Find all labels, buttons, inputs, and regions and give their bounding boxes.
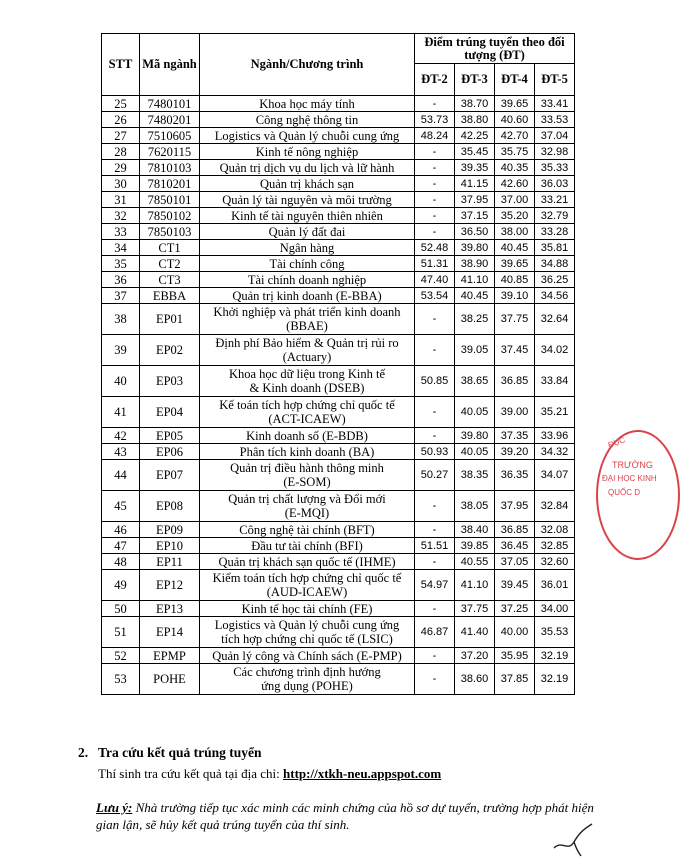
score-dt3: 38.80 <box>455 112 495 128</box>
row-stt: 44 <box>102 460 140 491</box>
score-dt5: 35.53 <box>535 617 575 648</box>
score-dt2: - <box>415 224 455 240</box>
program-name: Kế toán tích hợp chứng chỉ quốc tế <box>219 398 395 412</box>
score-dt4: 39.45 <box>495 570 535 601</box>
header-score-group: Điểm trúng tuyển theo đối tượng (ĐT) <box>415 34 575 64</box>
score-dt4: 37.05 <box>495 554 535 570</box>
score-dt4: 39.00 <box>495 397 535 428</box>
score-dt3: 39.05 <box>455 335 495 366</box>
program-name: Quản lý đất đai <box>268 224 346 239</box>
row-stt: 46 <box>102 522 140 538</box>
score-dt2: 48.24 <box>415 128 455 144</box>
row-code: EP05 <box>140 428 200 444</box>
score-dt5: 33.53 <box>535 112 575 128</box>
score-dt4: 40.85 <box>495 272 535 288</box>
score-dt3: 41.10 <box>455 272 495 288</box>
row-stt: 28 <box>102 144 140 160</box>
row-code: EP13 <box>140 601 200 617</box>
row-code: 7480201 <box>140 112 200 128</box>
table-row <box>102 224 575 240</box>
score-dt2: 52.48 <box>415 240 455 256</box>
row-code: 7850102 <box>140 208 200 224</box>
program-name: Quản trị khách sạn <box>259 176 355 191</box>
table-row <box>102 176 575 192</box>
row-program <box>200 288 415 304</box>
score-dt3: 38.60 <box>455 664 495 695</box>
score-dt4: 40.35 <box>495 160 535 176</box>
header-dt3: ĐT-3 <box>455 64 495 96</box>
score-dt2: - <box>415 397 455 428</box>
score-dt3: 37.20 <box>455 648 495 664</box>
row-code: EBBA <box>140 288 200 304</box>
score-dt4: 38.00 <box>495 224 535 240</box>
row-code: EP02 <box>140 335 200 366</box>
row-code: 7850103 <box>140 224 200 240</box>
score-dt4: 37.75 <box>495 304 535 335</box>
row-code: EPMP <box>140 648 200 664</box>
score-dt5: 34.07 <box>535 460 575 491</box>
program-name: Logistics và Quản lý chuỗi cung ứng <box>214 128 400 143</box>
program-name: Kinh tế tài nguyên thiên nhiên <box>231 208 383 223</box>
table-row <box>102 192 575 208</box>
row-code: EP08 <box>140 491 200 522</box>
table-row <box>102 554 575 570</box>
table-row <box>102 366 575 397</box>
score-dt3: 39.35 <box>455 160 495 176</box>
score-dt3: 38.35 <box>455 460 495 491</box>
row-stt: 37 <box>102 288 140 304</box>
score-dt2: 54.97 <box>415 570 455 601</box>
section-number: 2. <box>78 745 89 760</box>
row-code: CT2 <box>140 256 200 272</box>
score-dt5: 32.84 <box>535 491 575 522</box>
program-name: Ngân hàng <box>279 240 335 255</box>
score-dt4: 36.85 <box>495 366 535 397</box>
program-name-line2: (Actuary) <box>282 350 332 364</box>
table-row <box>102 288 575 304</box>
row-program <box>200 648 415 664</box>
program-name: Quản trị khách sạn quốc tế (IHME) <box>218 554 396 569</box>
score-dt5: 36.03 <box>535 176 575 192</box>
row-stt: 27 <box>102 128 140 144</box>
table-row <box>102 335 575 366</box>
score-dt3: 35.45 <box>455 144 495 160</box>
score-dt2: 53.73 <box>415 112 455 128</box>
score-dt2: - <box>415 192 455 208</box>
row-code: 7510605 <box>140 128 200 144</box>
score-dt4: 39.20 <box>495 444 535 460</box>
note-label: Lưu ý: <box>96 800 133 815</box>
score-dt2: - <box>415 304 455 335</box>
program-name: Quản trị chất lượng và Đổi mới <box>228 492 386 506</box>
row-code: 7810103 <box>140 160 200 176</box>
score-dt2: - <box>415 208 455 224</box>
score-dt4: 36.85 <box>495 522 535 538</box>
score-dt3: 37.75 <box>455 601 495 617</box>
row-program <box>200 601 415 617</box>
score-dt4: 37.95 <box>495 491 535 522</box>
row-code: EP14 <box>140 617 200 648</box>
score-dt3: 37.15 <box>455 208 495 224</box>
table-row <box>102 160 575 176</box>
program-name-line2: (ACT-ICAEW) <box>268 412 346 426</box>
score-dt5: 35.33 <box>535 160 575 176</box>
program-name: Quản lý công và Chính sách (E-PMP) <box>212 648 402 663</box>
row-stt: 34 <box>102 240 140 256</box>
score-dt5: 33.21 <box>535 192 575 208</box>
row-stt: 40 <box>102 366 140 397</box>
row-program <box>200 208 415 224</box>
table-row <box>102 428 575 444</box>
score-dt3: 38.40 <box>455 522 495 538</box>
row-stt: 42 <box>102 428 140 444</box>
score-dt4: 37.25 <box>495 601 535 617</box>
table-row <box>102 304 575 335</box>
score-dt2: - <box>415 335 455 366</box>
table-row <box>102 144 575 160</box>
table-row <box>102 272 575 288</box>
score-dt2: - <box>415 160 455 176</box>
table-row <box>102 96 575 112</box>
score-dt2: - <box>415 648 455 664</box>
score-dt5: 32.79 <box>535 208 575 224</box>
note-text: Nhà trường tiếp tục xác minh các minh chứng của hồ sơ dự tuyển, trường hợp phát hiện gian lận, sẽ hủy kết quả trúng tuyển của thí sinh. <box>96 800 594 832</box>
program-name-line2: (E-MQI) <box>284 506 330 520</box>
program-name: Kinh tế học tài chính (FE) <box>241 601 373 616</box>
score-dt5: 32.19 <box>535 648 575 664</box>
section-heading <box>78 745 262 761</box>
program-name: Logistics và Quản lý chuỗi cung ứng <box>214 618 400 632</box>
score-dt3: 38.65 <box>455 366 495 397</box>
lookup-line <box>98 766 441 782</box>
row-code: EP09 <box>140 522 200 538</box>
program-name: Kinh tế nông nghiệp <box>255 144 359 159</box>
header-stt: STT <box>102 34 140 96</box>
row-code: EP11 <box>140 554 200 570</box>
score-dt3: 38.90 <box>455 256 495 272</box>
program-name-line2: (BBAE) <box>286 319 328 333</box>
score-dt5: 32.60 <box>535 554 575 570</box>
score-dt5: 34.32 <box>535 444 575 460</box>
score-dt5: 34.88 <box>535 256 575 272</box>
table-row <box>102 112 575 128</box>
program-name-line2: tích hợp chứng chỉ quốc tế (LSIC) <box>221 632 393 646</box>
score-dt2: 53.54 <box>415 288 455 304</box>
row-stt: 45 <box>102 491 140 522</box>
program-name-line2: (E-SOM) <box>283 475 331 489</box>
score-dt3: 37.95 <box>455 192 495 208</box>
score-dt4: 37.35 <box>495 428 535 444</box>
row-stt: 52 <box>102 648 140 664</box>
score-dt3: 40.45 <box>455 288 495 304</box>
score-dt4: 35.75 <box>495 144 535 160</box>
table-row <box>102 601 575 617</box>
score-dt4: 35.95 <box>495 648 535 664</box>
program-name: Các chương trình định hướng <box>233 665 381 679</box>
header-dt5: ĐT-5 <box>535 64 575 96</box>
row-stt: 30 <box>102 176 140 192</box>
score-dt4: 39.65 <box>495 256 535 272</box>
program-name: Khoa học máy tính <box>259 96 355 111</box>
score-dt2: - <box>415 428 455 444</box>
score-dt2: 50.93 <box>415 444 455 460</box>
row-program <box>200 444 415 460</box>
score-dt2: - <box>415 554 455 570</box>
row-program <box>200 160 415 176</box>
row-stt: 49 <box>102 570 140 601</box>
table-row <box>102 444 575 460</box>
score-dt2: 46.87 <box>415 617 455 648</box>
row-program <box>200 366 415 397</box>
score-dt4: 39.65 <box>495 96 535 112</box>
row-stt: 32 <box>102 208 140 224</box>
program-name: Đầu tư tài chính (BFI) <box>251 538 363 553</box>
score-dt2: 50.27 <box>415 460 455 491</box>
admission-scores-table <box>101 33 575 695</box>
score-dt5: 32.64 <box>535 304 575 335</box>
row-code: EP01 <box>140 304 200 335</box>
score-dt4: 40.45 <box>495 240 535 256</box>
program-name: Kiểm toán tích hợp chứng chỉ quốc tế <box>212 571 402 585</box>
row-stt: 36 <box>102 272 140 288</box>
score-dt2: - <box>415 144 455 160</box>
header-dt4: ĐT-4 <box>495 64 535 96</box>
score-dt3: 38.70 <box>455 96 495 112</box>
stamp-text: ĐẠI HỌC KINH <box>602 474 657 483</box>
score-dt5: 33.96 <box>535 428 575 444</box>
row-program <box>200 570 415 601</box>
row-program <box>200 304 415 335</box>
score-dt3: 41.10 <box>455 570 495 601</box>
table-row <box>102 522 575 538</box>
score-dt4: 36.35 <box>495 460 535 491</box>
row-program <box>200 176 415 192</box>
row-program <box>200 664 415 695</box>
official-stamp <box>596 430 680 560</box>
program-name: Khoa học dữ liệu trong Kinh tế <box>228 367 386 381</box>
table-row <box>102 240 575 256</box>
row-program <box>200 554 415 570</box>
table-row <box>102 664 575 695</box>
table-row <box>102 538 575 554</box>
score-dt3: 36.50 <box>455 224 495 240</box>
score-dt4: 40.60 <box>495 112 535 128</box>
note-paragraph <box>96 799 596 833</box>
score-dt4: 37.85 <box>495 664 535 695</box>
score-dt5: 35.21 <box>535 397 575 428</box>
row-code: EP06 <box>140 444 200 460</box>
row-program <box>200 224 415 240</box>
row-program <box>200 397 415 428</box>
score-dt2: - <box>415 522 455 538</box>
score-dt5: 33.28 <box>535 224 575 240</box>
score-dt3: 40.05 <box>455 444 495 460</box>
row-program <box>200 617 415 648</box>
row-code: 7480101 <box>140 96 200 112</box>
row-code: POHE <box>140 664 200 695</box>
stamp-text: TRƯỜNG <box>612 460 653 470</box>
row-code: CT1 <box>140 240 200 256</box>
row-stt: 35 <box>102 256 140 272</box>
score-dt5: 32.19 <box>535 664 575 695</box>
score-dt5: 36.01 <box>535 570 575 601</box>
header-code: Mã ngành <box>140 34 200 96</box>
row-stt: 43 <box>102 444 140 460</box>
row-stt: 29 <box>102 160 140 176</box>
score-dt2: - <box>415 601 455 617</box>
row-code: EP12 <box>140 570 200 601</box>
score-dt3: 38.05 <box>455 491 495 522</box>
program-name-line2: & Kinh doanh (DSEB) <box>249 381 365 395</box>
row-stt: 31 <box>102 192 140 208</box>
row-program <box>200 460 415 491</box>
row-code: EP07 <box>140 460 200 491</box>
score-dt2: 51.51 <box>415 538 455 554</box>
score-dt4: 42.60 <box>495 176 535 192</box>
table-body <box>102 96 575 695</box>
program-name: Định phí Bảo hiểm & Quản trị rủi ro <box>215 336 399 350</box>
score-dt3: 41.40 <box>455 617 495 648</box>
row-program <box>200 96 415 112</box>
program-name: Quản lý tài nguyên và môi trường <box>222 192 392 207</box>
row-stt: 51 <box>102 617 140 648</box>
table-row <box>102 397 575 428</box>
score-dt5: 33.84 <box>535 366 575 397</box>
score-dt3: 40.05 <box>455 397 495 428</box>
program-name: Kinh doanh số (E-BDB) <box>246 428 368 443</box>
score-dt2: - <box>415 176 455 192</box>
table-row <box>102 256 575 272</box>
row-program <box>200 128 415 144</box>
table-row <box>102 570 575 601</box>
row-code: EP03 <box>140 366 200 397</box>
row-code: 7810201 <box>140 176 200 192</box>
header-dt2: ĐT-2 <box>415 64 455 96</box>
score-dt5: 32.98 <box>535 144 575 160</box>
score-dt3: 40.55 <box>455 554 495 570</box>
row-program <box>200 144 415 160</box>
stamp-text: QUỐC D <box>608 488 640 497</box>
program-name: Phân tích kinh doanh (BA) <box>239 444 375 459</box>
row-program <box>200 491 415 522</box>
header-program: Ngành/Chương trình <box>200 34 415 96</box>
row-program <box>200 272 415 288</box>
row-code: CT3 <box>140 272 200 288</box>
row-program <box>200 335 415 366</box>
table-row <box>102 128 575 144</box>
row-program <box>200 256 415 272</box>
table-row <box>102 208 575 224</box>
program-name: Khởi nghiệp và phát triển kinh doanh <box>213 305 401 319</box>
score-dt2: 51.31 <box>415 256 455 272</box>
score-dt3: 39.85 <box>455 538 495 554</box>
score-dt4: 42.70 <box>495 128 535 144</box>
row-stt: 26 <box>102 112 140 128</box>
score-dt3: 42.25 <box>455 128 495 144</box>
row-program <box>200 522 415 538</box>
row-stt: 53 <box>102 664 140 695</box>
row-stt: 47 <box>102 538 140 554</box>
program-name: Công nghệ thông tin <box>255 112 359 127</box>
row-code: EP10 <box>140 538 200 554</box>
row-stt: 41 <box>102 397 140 428</box>
lookup-text: Thí sinh tra cứu kết quả tại địa chỉ: <box>98 766 284 781</box>
score-dt4: 37.45 <box>495 335 535 366</box>
program-name-line2: (AUD-ICAEW) <box>266 585 348 599</box>
row-stt: 48 <box>102 554 140 570</box>
section-title: Tra cứu kết quả trúng tuyển <box>98 745 262 760</box>
signature-mark <box>548 818 598 858</box>
row-code: 7620115 <box>140 144 200 160</box>
score-dt2: 47.40 <box>415 272 455 288</box>
program-name: Tài chính công <box>269 256 345 271</box>
score-dt4: 39.10 <box>495 288 535 304</box>
table-row <box>102 648 575 664</box>
lookup-url-link[interactable]: http://xtkh-neu.appspot.com <box>283 766 442 781</box>
row-program <box>200 240 415 256</box>
score-dt2: 50.85 <box>415 366 455 397</box>
score-dt5: 35.81 <box>535 240 575 256</box>
score-dt2: - <box>415 491 455 522</box>
score-dt3: 41.15 <box>455 176 495 192</box>
score-dt5: 36.25 <box>535 272 575 288</box>
score-dt2: - <box>415 96 455 112</box>
program-name: Quản trị kinh doanh (E-BBA) <box>232 288 382 303</box>
score-dt3: 39.80 <box>455 240 495 256</box>
score-dt5: 37.04 <box>535 128 575 144</box>
score-dt5: 34.02 <box>535 335 575 366</box>
table-row <box>102 617 575 648</box>
row-stt: 50 <box>102 601 140 617</box>
score-dt3: 38.25 <box>455 304 495 335</box>
row-program <box>200 538 415 554</box>
score-dt5: 33.41 <box>535 96 575 112</box>
row-code: EP04 <box>140 397 200 428</box>
row-program <box>200 428 415 444</box>
row-stt: 39 <box>102 335 140 366</box>
row-stt: 33 <box>102 224 140 240</box>
row-stt: 25 <box>102 96 140 112</box>
score-dt5: 32.85 <box>535 538 575 554</box>
score-dt3: 39.80 <box>455 428 495 444</box>
score-dt4: 40.00 <box>495 617 535 648</box>
program-name: Tài chính doanh nghiệp <box>247 272 367 287</box>
score-dt4: 36.45 <box>495 538 535 554</box>
program-name: Quản trị dịch vụ du lịch và lữ hành <box>219 160 395 175</box>
score-dt5: 34.56 <box>535 288 575 304</box>
stamp-text: ĐỤC <box>606 435 627 450</box>
program-name-line2: ứng dụng (POHE) <box>261 679 353 693</box>
score-dt5: 34.00 <box>535 601 575 617</box>
score-dt4: 35.20 <box>495 208 535 224</box>
row-program <box>200 192 415 208</box>
table-row <box>102 491 575 522</box>
table-row <box>102 460 575 491</box>
score-dt5: 32.08 <box>535 522 575 538</box>
score-dt4: 37.00 <box>495 192 535 208</box>
row-program <box>200 112 415 128</box>
program-name: Quản trị điều hành thông minh <box>230 461 384 475</box>
program-name: Công nghệ tài chính (BFT) <box>239 522 375 537</box>
row-stt: 38 <box>102 304 140 335</box>
row-code: 7850101 <box>140 192 200 208</box>
score-dt2: - <box>415 664 455 695</box>
